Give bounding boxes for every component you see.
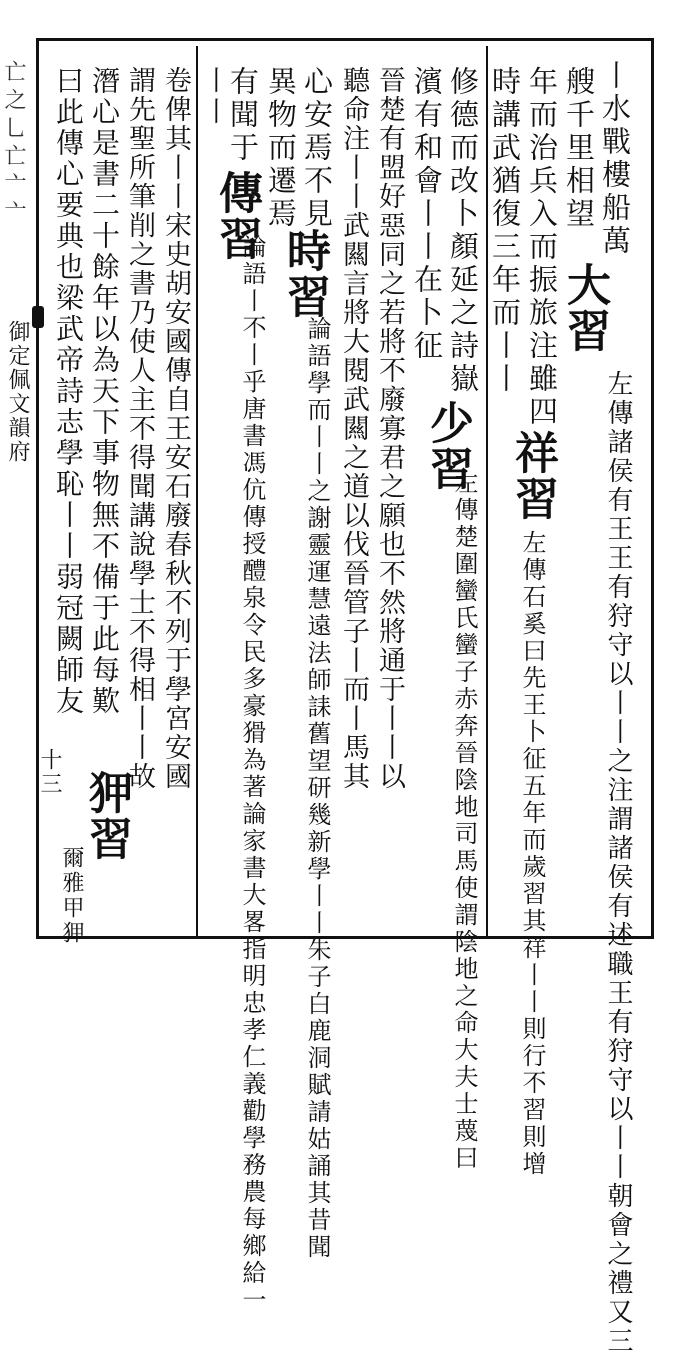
note-shi-xi: 論語學而丨丨之謝靈運慧遠法師誄舊望研幾新學丨丨朱子白鹿洞賦請姑誦其昔聞 — [303, 316, 331, 1261]
page-number: 十三 — [37, 748, 62, 796]
ink-blot — [32, 306, 44, 328]
text-column-9: 異物而遷焉 — [264, 66, 298, 231]
text-column-11: 丨丨 — [198, 66, 229, 128]
text-column-1: 丨水戰樓船萬 — [598, 60, 632, 258]
text-column-7: 聽命注丨丨武闗言將大閱武闗之道以伐晉管子丨而丨馬其 — [338, 66, 369, 791]
headword-shao-xi: 少習 — [422, 400, 473, 492]
text-column-5: 濱有和會丨丨在卜征 — [410, 66, 444, 363]
spine-title: 御定佩文韻府 — [5, 320, 30, 464]
text-column-8: 心安焉不見 — [300, 66, 334, 231]
note-xia-xi: 爾雅甲狎 — [59, 846, 84, 946]
text-column-2: 艘千里相望 — [562, 66, 596, 231]
text-column-12: 卷俾其丨丨宋史胡安國傳自王安石廢春秋不列于學宮安國 — [160, 66, 191, 791]
headword-xia-xi: 狎習 — [81, 770, 132, 862]
margin-fragment-text: 亡之乚亡亠亠 — [1, 60, 26, 228]
note-chuan-xi: 論語丨不丨乎唐書馮伉傳授醴泉令民多豪猾為著論家書大畧指明忠孝仁義勸學務農每鄉給一 — [238, 234, 266, 1314]
headword-chuan-xi: 傳習 — [211, 170, 262, 262]
text-column-14: 潛心是書二十餘年以為天下事物無不備于此每歎 — [88, 66, 121, 717]
text-column-16: 年而治兵入而振旅注雖四 — [525, 66, 559, 429]
text-column-15: 曰此傳心要典也梁武帝詩志學恥丨丨弱冠闕師友 — [52, 66, 85, 717]
headword-shi-xi: 時習 — [279, 228, 330, 320]
note-da-xi: 左傳諸侯有王王有狩守以丨丨之注謂諸侯有述職王有狩守以丨丨朝會之禮又三 — [603, 370, 633, 1356]
headword-da-xi: 大習 — [559, 262, 610, 354]
text-column-6: 晉楚有盟好惡同之若將不廢寡君之願也不然將通于丨丨以 — [374, 66, 405, 791]
left-margin-fragment — [2, 60, 32, 940]
text-column-4: 修德而改卜顏延之詩嶽 — [446, 66, 480, 396]
column-rule — [196, 46, 198, 939]
note-xiang-xi: 左傳石奚曰先王卜征五年而歲習其祥丨丨則行不習則增 — [518, 530, 546, 1178]
text-column-3: 時講武猶復三年而丨丨 — [488, 66, 522, 396]
headword-xiang-xi: 祥習 — [507, 430, 558, 522]
note-shao-xi: 左傳楚圍蠻氏蠻子赤奔晉陰地司馬使謂陰地之命大夫士蔑曰 — [450, 470, 478, 1172]
text-column-13: 謂先聖所筆削之書乃使人主不得聞講說學士不得相丨丨故 — [124, 66, 155, 791]
text-column-10: 有聞于 — [226, 66, 260, 165]
